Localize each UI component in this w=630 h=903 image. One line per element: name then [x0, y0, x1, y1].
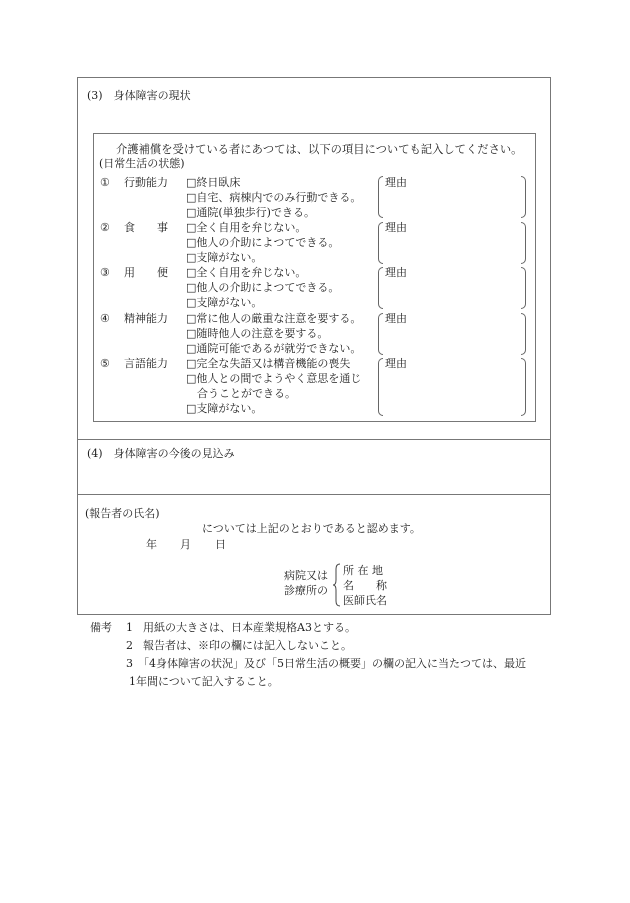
bracket-left — [378, 222, 383, 264]
instruction-text: 介護補償を受けている者にあつては、以下の項目についても記入してください。 — [116, 143, 523, 156]
date-day: 日 — [215, 538, 226, 551]
hospital-label-line2: 診療所の — [284, 584, 328, 597]
bracket-right — [521, 176, 526, 218]
notes-label: 備考 — [90, 621, 112, 634]
item-number: ④ — [100, 312, 110, 325]
bracket-left — [378, 267, 383, 309]
bracket-right — [521, 222, 526, 264]
checkbox-option[interactable]: □随時他人の注意を要する。 — [186, 327, 329, 340]
item-number: ⑤ — [100, 357, 110, 370]
item-label: 言語能力 — [124, 357, 168, 370]
checkbox-option[interactable]: □支障がない。 — [186, 296, 263, 309]
item-label: 行動能力 — [124, 176, 168, 189]
section3-title: (3) 身体障害の現状 — [87, 89, 191, 102]
checkbox-option[interactable]: □全く自用を弁じない。 — [186, 266, 307, 279]
date-year: 年 — [146, 538, 157, 551]
field-name: 名 称 — [343, 579, 387, 592]
checkbox-option[interactable]: □常に他人の厳重な注意を要する。 — [186, 312, 362, 325]
note-text: 報告者は、※印の欄には記入しないこと。 — [143, 639, 352, 652]
checkbox-option-continuation: 合うことができる。 — [186, 387, 296, 400]
certification-statement: については上記のとおりであると認めます。 — [202, 522, 421, 535]
bracket-left — [378, 313, 383, 355]
reason-label: 理由 — [385, 176, 407, 189]
checkbox-option[interactable]: □支障がない。 — [186, 402, 263, 415]
checkbox-option[interactable]: □通院(単独歩行)できる。 — [186, 206, 315, 219]
bracket-right — [521, 358, 526, 416]
checkbox-option[interactable]: □全く自用を弁じない。 — [186, 221, 307, 234]
checkbox-option[interactable]: □他人の介助によつてできる。 — [186, 236, 340, 249]
checkbox-option[interactable]: □完全な失語又は構音機能の喪失 — [186, 357, 351, 370]
checkbox-option[interactable]: □自宅、病棟内でのみ行動できる。 — [186, 191, 362, 204]
bracket-right — [521, 267, 526, 309]
note-number: 3 — [126, 657, 133, 670]
bracket-left — [378, 358, 383, 416]
note-number: 1 — [126, 621, 133, 634]
bracket-right — [521, 313, 526, 355]
checkbox-option[interactable]: □他人の介助によつてできる。 — [186, 281, 340, 294]
item-number: ③ — [100, 266, 110, 279]
field-doctor-name: 医師氏名 — [343, 594, 387, 607]
checkbox-option[interactable]: □終日臥床 — [186, 176, 241, 189]
note-number: 2 — [126, 639, 133, 652]
date-month: 月 — [180, 538, 191, 551]
reason-label: 理由 — [385, 357, 407, 370]
divider — [77, 439, 551, 440]
item-number: ① — [100, 176, 110, 189]
divider — [77, 494, 551, 495]
reporter-label: (報告者の氏名) — [85, 507, 160, 520]
item-label: 食 事 — [124, 221, 168, 234]
subheading: (日常生活の状態) — [99, 157, 185, 170]
reason-label: 理由 — [385, 266, 407, 279]
item-label: 精神能力 — [124, 312, 168, 325]
item-number: ② — [100, 221, 110, 234]
note-continuation: 1年間について記入すること。 — [129, 675, 279, 688]
checkbox-option[interactable]: □他人との間でようやく意思を通じ — [186, 372, 362, 385]
reason-label: 理由 — [385, 221, 407, 234]
field-location: 所 在 地 — [343, 564, 383, 577]
reason-label: 理由 — [385, 312, 407, 325]
bracket-left — [378, 176, 383, 218]
item-label: 用 便 — [124, 266, 168, 279]
checkbox-option[interactable]: □支障がない。 — [186, 251, 263, 264]
note-text: 「4身体障害の状況」及び「5日常生活の概要」の欄の記入に当たつては、最近 — [138, 657, 526, 670]
curly-brace-icon — [332, 563, 342, 607]
checkbox-option[interactable]: □通院可能であるが就労できない。 — [186, 342, 362, 355]
hospital-label-line1: 病院又は — [284, 569, 328, 582]
note-text: 用紙の大きさは、日本産業規格A3とする。 — [143, 621, 356, 634]
section4-title: (4) 身体障害の今後の見込み — [87, 447, 235, 460]
